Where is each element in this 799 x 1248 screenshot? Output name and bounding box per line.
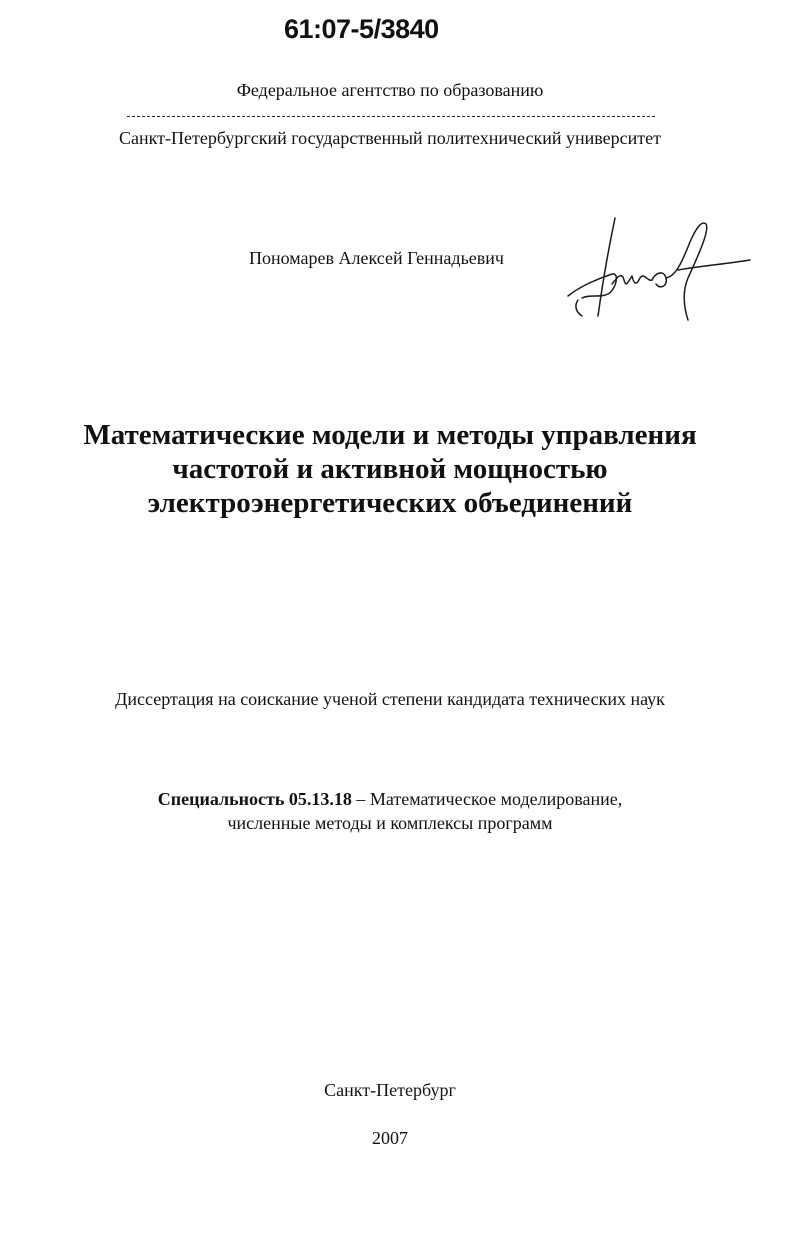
dissertation-title [0,418,780,520]
year: 2007 [372,1128,408,1148]
title-line-2: частотой и активной мощностью [172,453,608,485]
specialty-name-part-1: Математическое моделирование, [369,789,623,809]
specialty-dash: – [351,789,370,809]
university-name: Санкт-Петербургский государственный политехнический университет [119,128,661,148]
degree-statement: Диссертация на соискание ученой степени кандидата технических наук [115,689,665,709]
title-line-3: электроэнергетических объединений [147,487,633,519]
author-name: Пономарев Алексей Геннадьевич [249,248,504,268]
specialty-line-2: численные методы и комплексы программ [227,813,553,833]
handwritten-signature [560,212,760,324]
specialty-block [0,787,780,835]
specialty-label: Специальность 05.13.18 [157,789,352,809]
city: Санкт-Петербург [324,1080,456,1100]
agency-name: Федеральное агентство по образованию [236,80,544,100]
catalog-number: 61:07-5/3840 [284,14,439,44]
dashed-divider [127,116,655,117]
specialty-line-1 [0,787,780,811]
title-line-1: Математические модели и методы управления [83,419,697,451]
